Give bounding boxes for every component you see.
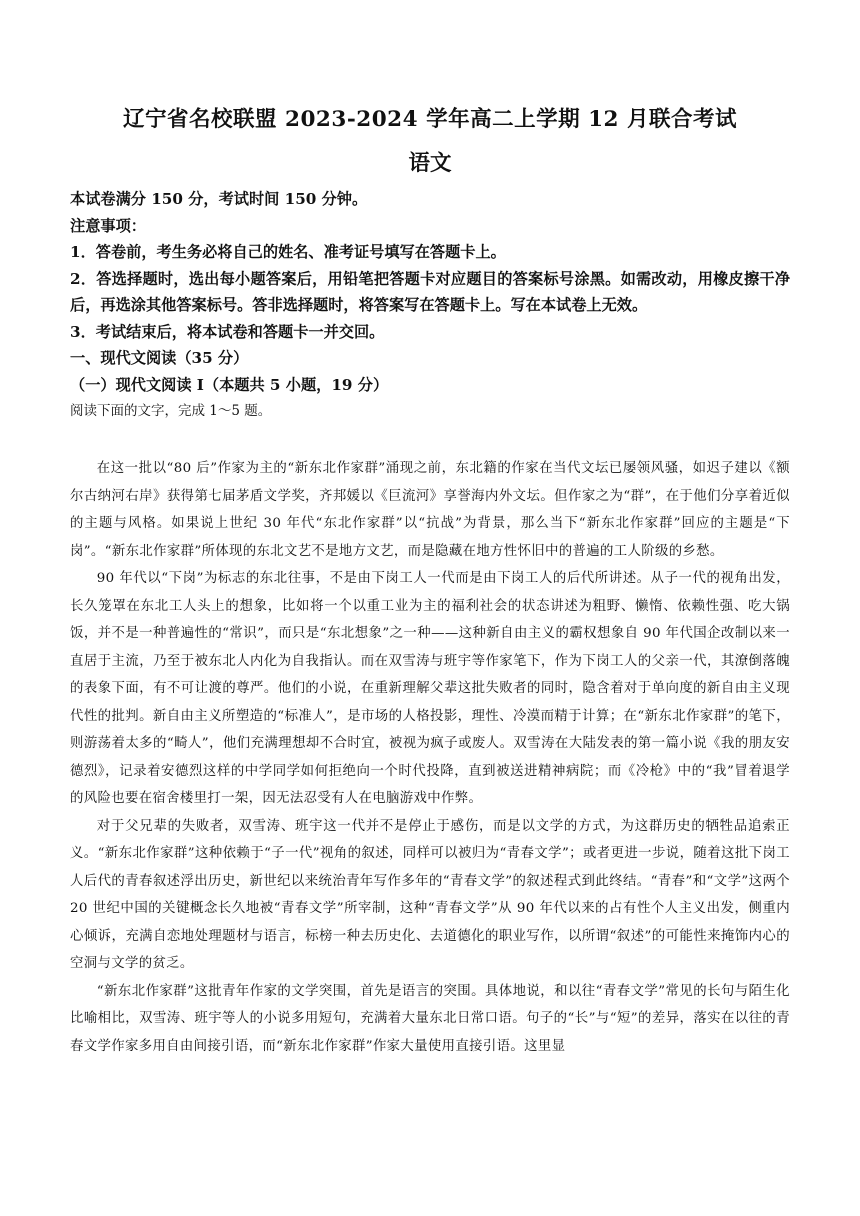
notice-item: 2．答选择题时，选出每小题答案后，用铅笔把答题卡对应题目的答案标号涂黑。如需改动，用橡皮擦干净后，再选涂其他答案标号。答非选择题时，将答案写在答题卡上。写在本试卷上无效。 [70,269,790,314]
reading-passage [70,455,790,1060]
section-heading: 一、现代文阅读（35 分） [70,349,249,367]
passage-paragraph: 90 年代以“下岗”为标志的东北往事，不是由下岗工人一代而是由下岗工人的后代所讲述。从子一代的视角出发，长久笼罩在东北工人头上的想象，比如将一个以重工业为主的福利社会的状态讲述为粗野、懒惰、依赖性强、吃大锅饭，并不是一种普遍性的“常识”，而只是“东北想象”之一种——这种新自由主义的霸权想象自 90 年代国企改制以来一直居于主流，乃至于被东北人内化为自我指认。而在双雪涛与班宇等作家笔下，作为下岗工人的父亲一代，其潦倒落魄的表象下面，有不可让渡的尊严。他们的小说，在重新理解父辈这批失败者的同时，隐含着对于单向度的新自由主义现代性的批判。新自由主义所塑造的“标准人”，是市场的人格投影，理性、冷漠而精于计算；在“新东北作家群”的笔下，则游荡着太多的“畸人”，他们充满理想却不合时宜，被视为疯子或废人。双雪涛在大陆发表的第一篇小说《我的朋友安德烈》，记录着安德烈这样的中学同学如何拒绝向一个时代投降，直到被送进精神病院；而《冷枪》中的“我”冒着退学的风险也要在宿舍楼里打一架，因无法忍受有人在电脑游戏中作弊。 [70,571,790,806]
exam-info: 本试卷满分 150 分，考试时间 150 分钟。 [70,190,368,208]
notice-item: 3．考试结束后，将本试卷和答题卡一并交回。 [70,322,385,341]
passage-paragraph: 在这一批以“80 后”作家为主的“新东北作家群”涌现之前，东北籍的作家在当代文坛已屡领风骚，如迟子建以《额尔古纳河右岸》获得第七届茅盾文学奖，齐邦媛以《巨流河》享誉海内外文坛。但作家之为“群”，在于他们分享着近似的主题与风格。如果说上世纪 30 年代“东北作家群”以“抗战”为背景，那么当下“新东北作家群”回应的主题是“下岗”。“新东北作家群”所体现的东北文艺不是地方文艺，而是隐藏在地方性怀旧中的普遍的工人阶级的乡愁。 [70,461,790,559]
exam-header-block [70,186,790,424]
notice-item: 1．答卷前，考生务必将自己的姓名、准考证号填写在答题卡上。 [70,243,506,261]
passage-paragraph: “新东北作家群”这批青年作家的文学突围，首先是语言的突围。具体地说，和以往“青春文学”常见的长句与陌生化比喻相比，双雪涛、班宇等人的小说多用短句，充满着大量东北日常口语。句子的“长”与“短”的差异，落实在以往的青春文学作家多用自由间接引语，而“新东北作家群”作家大量使用直接引语。这里显 [70,983,790,1054]
reading-instruction: 阅读下面的文字，完成 1～5 题。 [70,403,272,419]
subject-title: 语文 [408,151,452,176]
exam-title: 辽宁省名校联盟 2023-2024 学年高二上学期 12 月联合考试 [123,107,737,132]
subsection-heading: （一）现代文阅读 I（本题共 5 小题，19 分） [70,375,389,394]
notice-heading: 注意事项： [70,216,146,235]
passage-paragraph: 对于父兄辈的失败者，双雪涛、班宇这一代并不是停止于感伤，而是以文学的方式，为这群历史的牺牲品追索正义。“新东北作家群”这种依赖于“子一代”视角的叙述，同样可以被归为“青春文学”；或者更进一步说，随着这批下岗工人后代的青春叙述浮出历史，新世纪以来统治青年写作多年的“青春文学”的叙述程式到此终结。“青春”和“文学”这两个 20 世纪中国的关键概念长久地被“青春文学”所宰制，这种“青春文学”从 90 年代以来的占有性个人主义出发，侧重内心倾诉，充满自恋地处理题材与语言，标榜一种去历史化、去道德化的职业写作，以所谓“叙述”的可能性来掩饰内心的空洞与文学的贫乏。 [70,818,790,971]
